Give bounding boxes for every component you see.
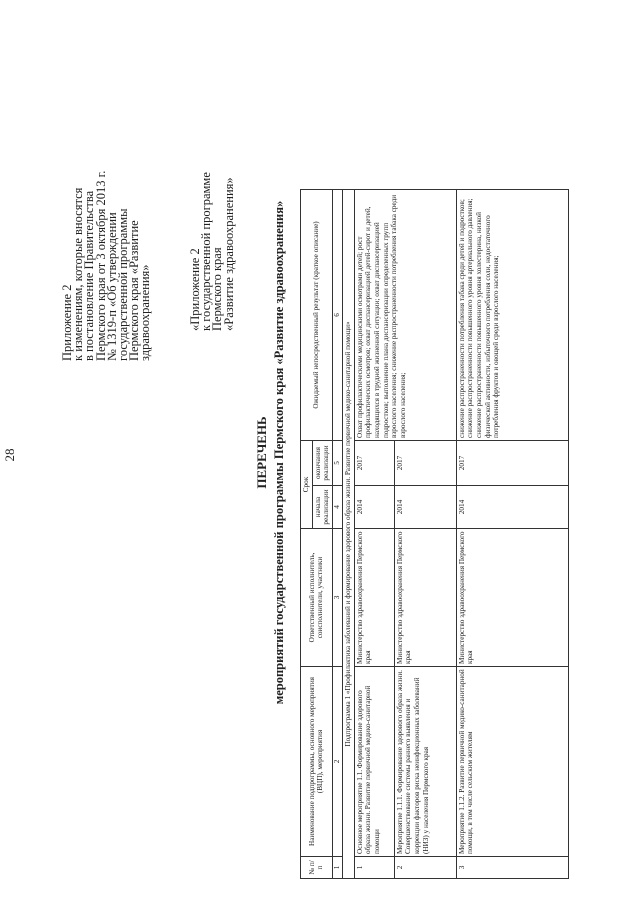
header-name: Наименование подпрограммы, основного мероприятия (ВЦП), мероприятия — [301, 667, 333, 857]
appendix-line: № 1319-п «Об утверждении — [104, 212, 119, 361]
appendix-line: государственной программы — [116, 208, 131, 361]
column-number: 4 — [332, 486, 342, 529]
column-number: 5 — [332, 441, 342, 486]
subprogram-title: Подпрограмма 1 «Профилактика заболеваний и формирование здорового образа жизни. Развитие первичной медико-санитарной помощи» — [342, 190, 354, 879]
row-num: 3 — [456, 857, 568, 879]
row-end: 2017 — [394, 441, 456, 486]
row-num: 1 — [354, 857, 394, 879]
appendix-line: здравоохранения» — [138, 264, 153, 361]
column-number: 3 — [332, 529, 342, 667]
row-start: 2014 — [456, 486, 568, 529]
page-number: 28 — [2, 448, 17, 462]
header-end: окончания реализации — [312, 441, 332, 486]
row-name: Мероприятие 1.1.1. Формирование здорового образа жизни. Совершенствование системы раннего выявления и коррекции факторов риска неинфекционных заболеваний (НИЗ) у населения Пермского края — [394, 667, 456, 857]
header-num: № п/п — [301, 857, 333, 879]
row-executor: Министерство здравоохранения Пермского края — [354, 529, 394, 667]
appendix-line: «Приложение 2 — [188, 248, 202, 331]
appendix-line: Приложение 2 — [60, 284, 74, 361]
column-number-row — [332, 190, 342, 879]
row-end: 2017 — [354, 441, 394, 486]
header-term: Срок — [301, 441, 313, 529]
row-name: Мероприятие 1.1.2. Развитие первичной медико-санитарной помощи, в том числе сельским жителям — [456, 667, 568, 857]
appendix-line: Пермского края — [210, 247, 225, 331]
column-number: 6 — [332, 190, 342, 441]
appendix-program-block — [190, 172, 235, 331]
row-result: снижение распространенности потребления табака среди детей и подростков; снижение распространенности повышенного уровня артериального давления; снижение распространенности повышенного уровня холестерина, низкой физической активности, избыточного потребления соли, недостаточного потребления фруктов и овощей среди взрослого населения; — [456, 190, 568, 441]
appendix-line: Пермского края от 3 октября 2013 г. — [93, 170, 108, 361]
document-title: ПЕРЕЧЕНЬ — [254, 416, 269, 489]
appendix-amendment-block — [62, 171, 152, 361]
row-end: 2017 — [456, 441, 568, 486]
appendix-line: к изменениям, которые вносятся — [71, 187, 86, 361]
appendix-line: к государственной программе — [199, 172, 214, 331]
column-number: 2 — [332, 667, 342, 857]
row-executor: Министерство здравоохранения Пермского края — [456, 529, 568, 667]
row-num: 2 — [394, 857, 456, 879]
row-start: 2014 — [354, 486, 394, 529]
header-row — [301, 190, 313, 879]
appendix-line: Пермского края «Развитие — [127, 220, 142, 361]
row-name: Основное мероприятие 1.1. Формирование здорового образа жизни. Развитие первичной медико-санитарной помощи — [354, 667, 394, 857]
appendix-line: в постановление Правительства — [82, 190, 97, 361]
row-start: 2014 — [394, 486, 456, 529]
table-row — [354, 190, 394, 879]
row-executor: Министерство здравоохранения Пермского края — [394, 529, 456, 667]
header-executor: Ответственный исполнитель, соисполнители, участники — [301, 529, 333, 667]
table-row — [456, 190, 568, 879]
header-start: начала реализации — [312, 486, 332, 529]
measures-table — [300, 189, 569, 879]
subprogram-row — [342, 190, 354, 879]
appendix-line: «Развитие здравоохранения» — [221, 177, 236, 331]
header-result: Ожидаемый непосредственный результат (краткое описание) — [301, 190, 333, 441]
row-result: Охват профилактическими медицинскими осмотрами детей; рост профилактических осмотров; охват диспансеризацией детей-сирот и детей, находящихся в трудной жизненной ситуации; охват диспансеризацией подростков; выполнение плана диспансеризации определенных групп взрослого населения; снижение распространенности потребления табака среди взрослого населения; — [354, 190, 456, 441]
document-subtitle: мероприятий государственной программы Пермского края «Развитие здравоохранения» — [272, 200, 286, 705]
column-number: 1 — [332, 857, 342, 879]
